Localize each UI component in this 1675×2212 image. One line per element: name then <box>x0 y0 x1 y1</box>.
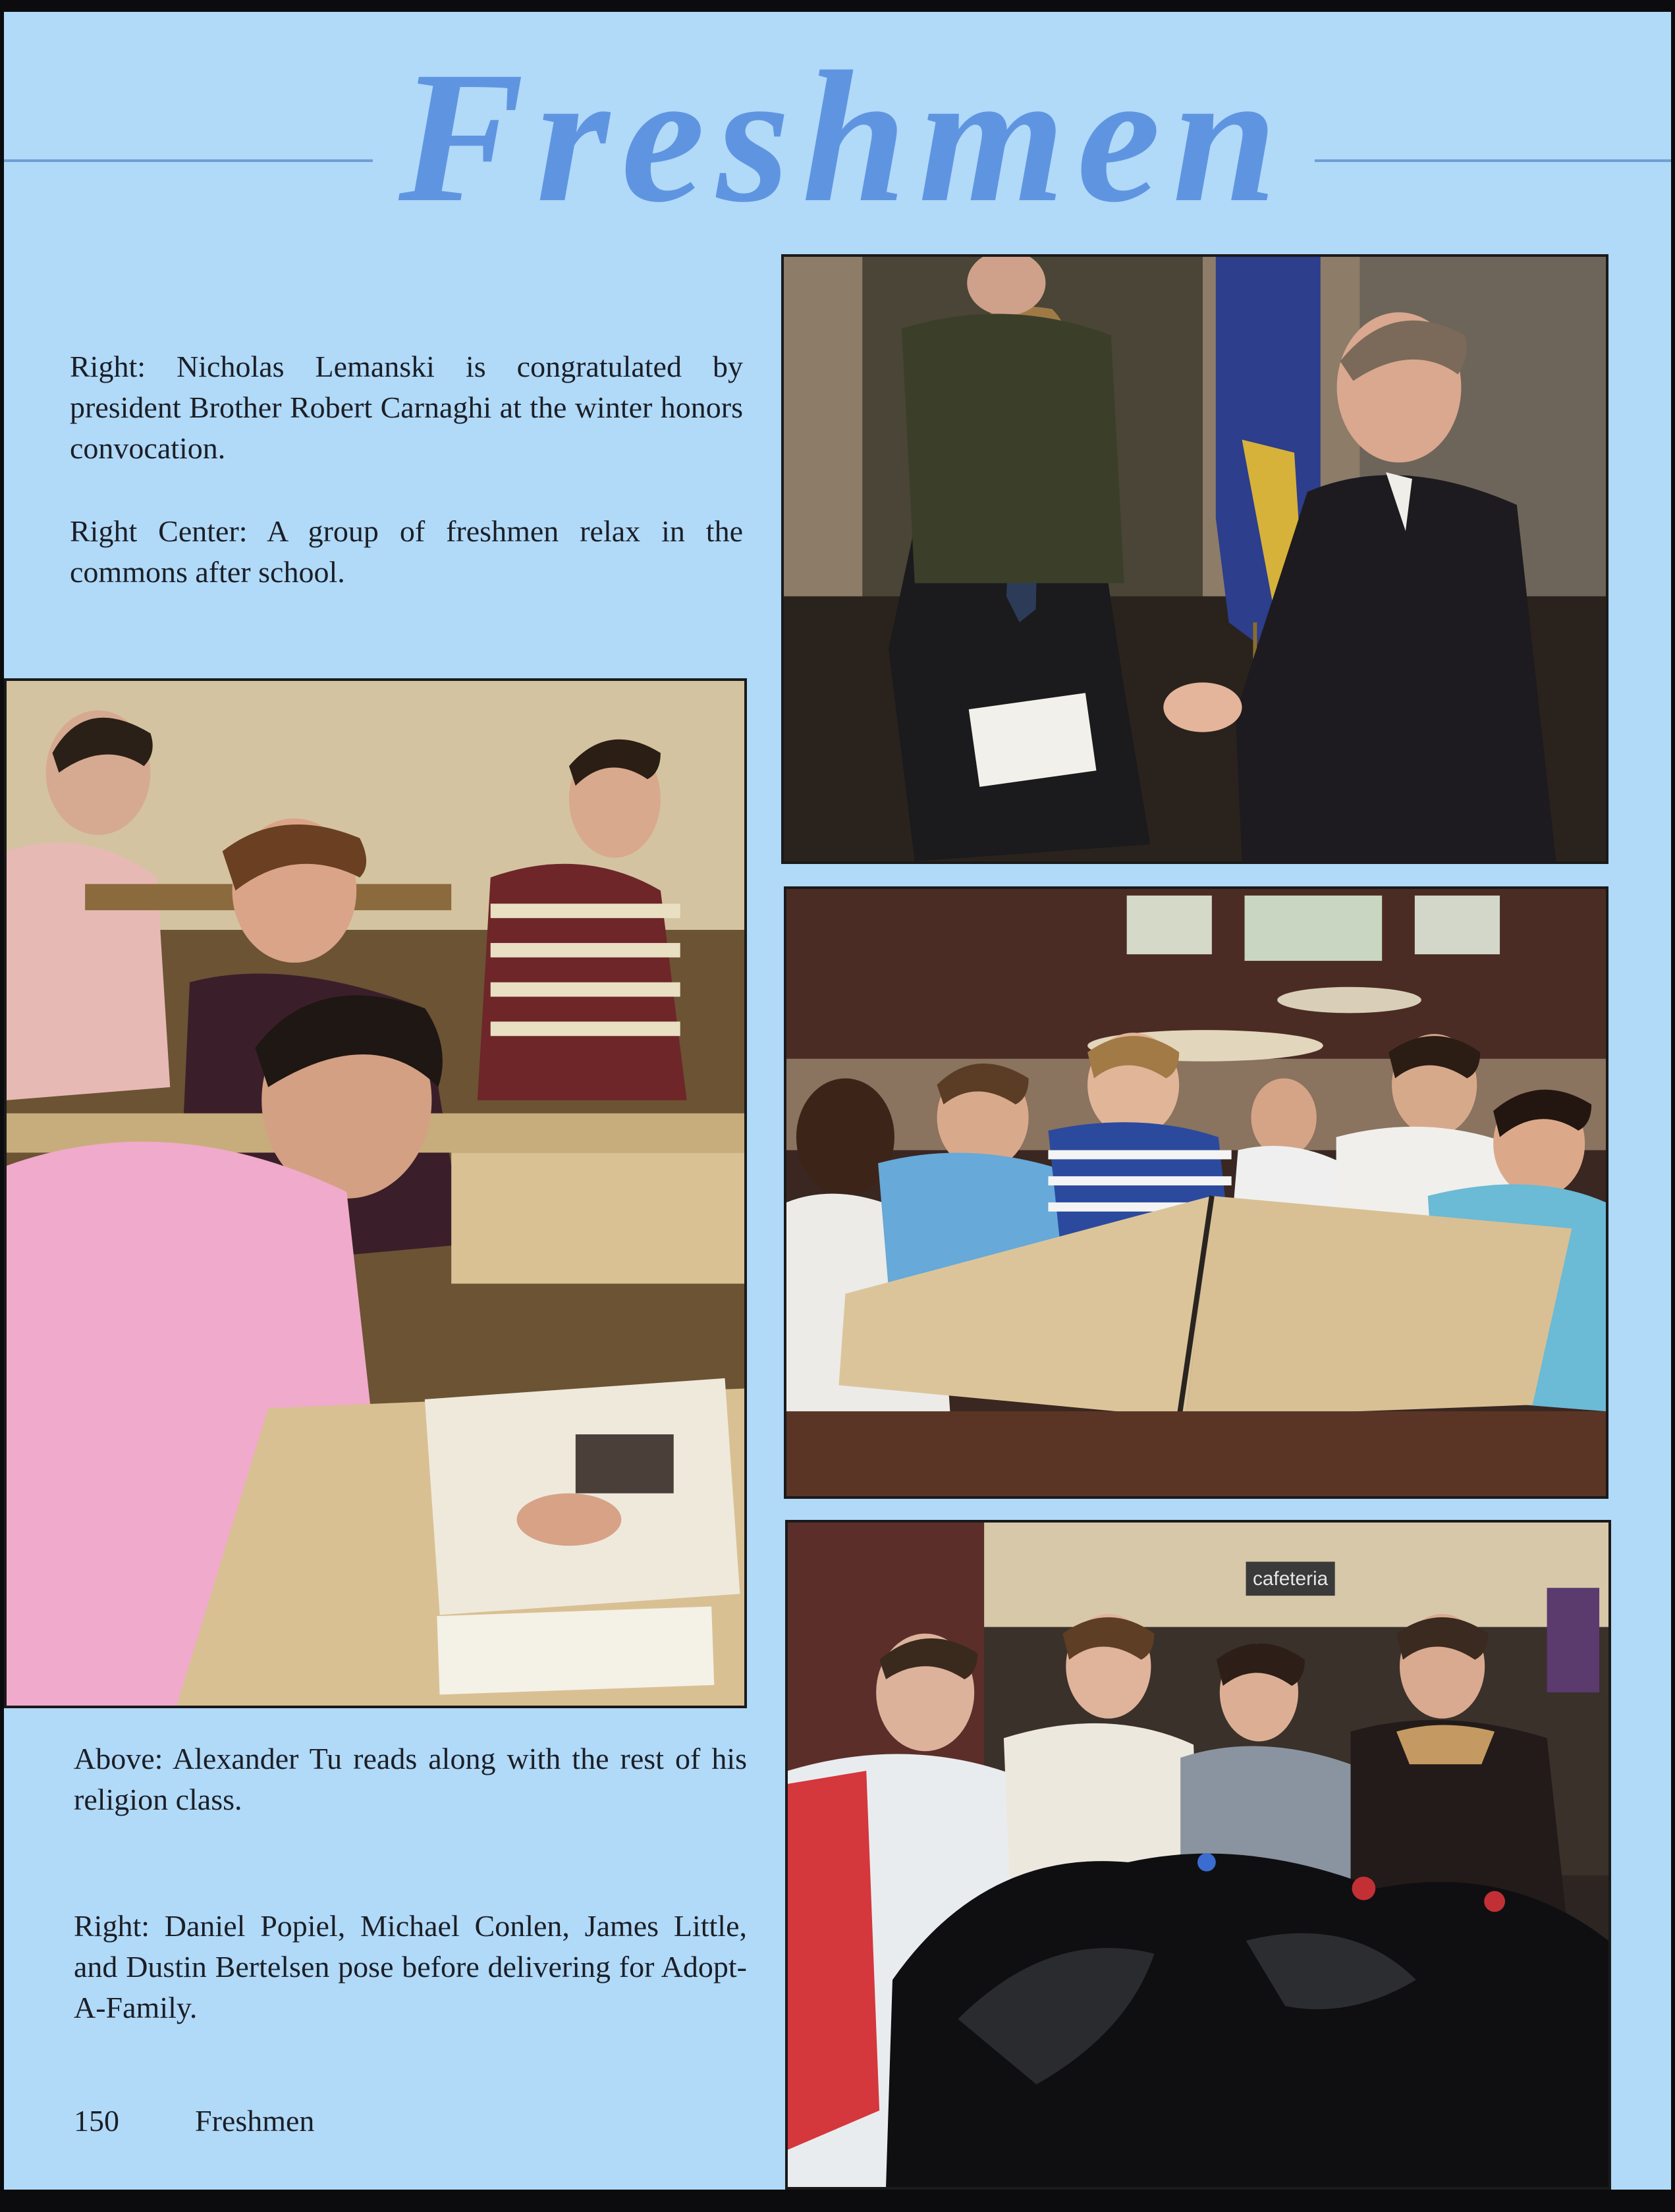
page-number: 150 <box>74 2104 119 2138</box>
caption-convocation: Right: Nicholas Lemanski is congratulated by president Brother Robert Carnaghi at the winter honors convocation. <box>70 350 743 465</box>
photo-adopt-a-family <box>785 1520 1611 2190</box>
photo-commons-group <box>784 886 1608 1499</box>
title-rule-right <box>1315 159 1671 162</box>
cafeteria-sign: cafeteria <box>1252 1568 1329 1590</box>
caption-religion-class: Above: Alexander Tu reads along with the rest of his religion class. <box>74 1742 747 1816</box>
caption-adopt-a-family: Right: Daniel Popiel, Michael Conlen, James Little, and Dustin Bertelsen pose before delivering for Adopt-A-Family. <box>74 1909 747 2024</box>
photo-religion-class <box>4 678 747 1708</box>
yearbook-page <box>4 12 1671 2190</box>
page-title: Freshmen <box>398 32 1289 241</box>
photo-convocation-handshake <box>781 254 1608 864</box>
title-rule-left <box>4 159 373 162</box>
caption-commons: Right Center: A group of freshmen relax in the commons after school. <box>70 514 743 589</box>
page-section: Freshmen <box>195 2104 315 2138</box>
